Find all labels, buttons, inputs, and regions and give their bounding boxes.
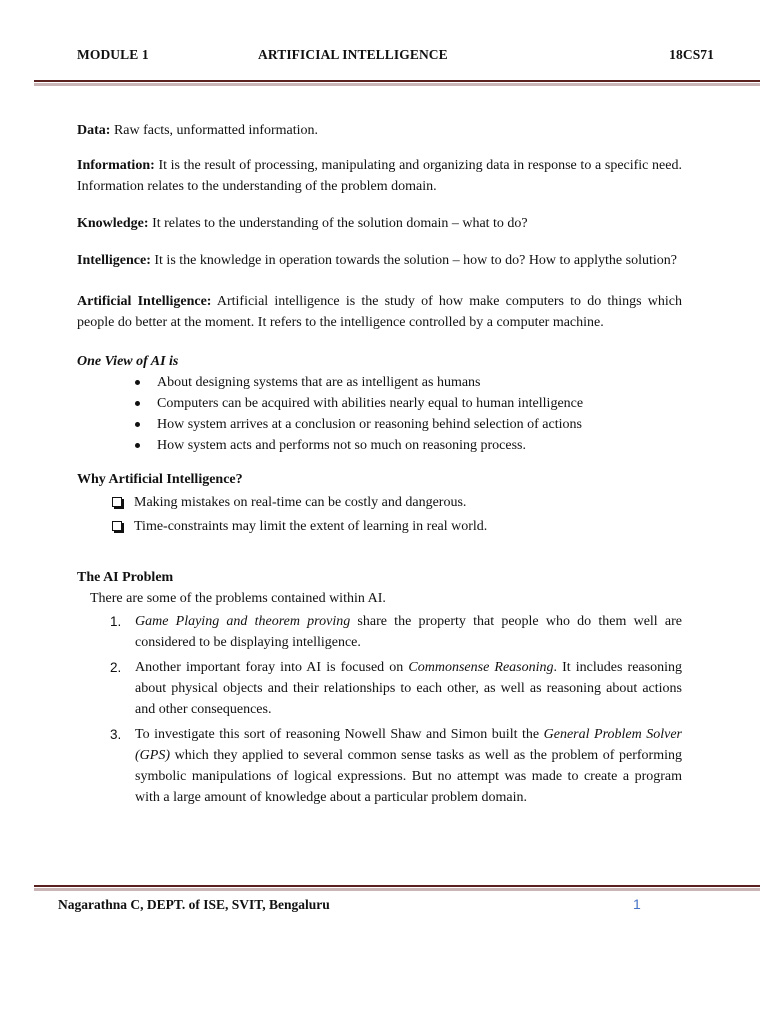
definition-text: It is the result of processing, manipulating and organizing data in response to a specific need. Information relates to the understanding of the problem domain. bbox=[77, 158, 682, 194]
page-content bbox=[77, 120, 682, 812]
ai-problem-heading: The AI Problem bbox=[77, 570, 174, 585]
one-view-list bbox=[77, 372, 682, 456]
list-number: 3. bbox=[110, 727, 122, 742]
list-item-text: which they applied to several common sense tasks as well as the problem of performing symbolic manipulations of logical expressions. But no attempt was made to create a program with a large amount of knowledge about a particular problem domain. bbox=[135, 748, 682, 805]
definition-artificial-intelligence bbox=[77, 291, 682, 333]
definition-knowledge bbox=[77, 213, 682, 234]
list-number: 1. bbox=[110, 614, 122, 629]
definition-term: Artificial Intelligence: bbox=[77, 294, 212, 309]
checkbox-bullet-icon bbox=[112, 521, 122, 531]
header-module: MODULE 1 bbox=[77, 47, 149, 62]
list-item: How system arrives at a conclusion or reasoning behind selection of actions bbox=[135, 414, 682, 435]
footer-rule bbox=[34, 885, 760, 891]
definition-term: Intelligence: bbox=[77, 253, 151, 268]
why-ai-list bbox=[77, 491, 682, 539]
definition-data bbox=[77, 120, 682, 141]
list-item bbox=[77, 724, 682, 808]
list-item-text: share the property that people who do them well are considered to be displaying intelligence. bbox=[135, 614, 682, 650]
definition-text: Raw facts, unformatted information. bbox=[110, 123, 319, 138]
definition-term: Information: bbox=[77, 158, 155, 173]
list-item: How system acts and performs not so much on reasoning process. bbox=[135, 435, 682, 456]
list-item-emphasis: Game Playing and theorem proving bbox=[135, 614, 351, 629]
why-ai-heading: Why Artificial Intelligence? bbox=[77, 472, 243, 487]
one-view-heading: One View of AI is bbox=[77, 354, 179, 369]
list-item bbox=[77, 657, 682, 720]
ai-problem-list bbox=[77, 611, 682, 808]
list-item-text: Another important foray into AI is focused on bbox=[135, 660, 409, 675]
definition-text: It is the knowledge in operation towards the solution – how to do? How to applythe solution? bbox=[150, 253, 677, 268]
definition-text: It relates to the understanding of the solution domain – what to do? bbox=[148, 216, 528, 231]
list-number: 2. bbox=[110, 660, 122, 675]
list-item bbox=[112, 491, 682, 515]
list-item-text: To investigate this sort of reasoning Nowell Shaw and Simon built the bbox=[135, 727, 544, 742]
definition-term: Knowledge: bbox=[77, 216, 149, 231]
definition-term: Data: bbox=[77, 123, 111, 138]
page-number: 1 bbox=[633, 896, 641, 912]
definition-text: Artificial intelligence is the study of how make computers to do things which people do better at the moment. It refers to the intelligence controlled by a computer machine. bbox=[77, 294, 683, 330]
definition-information bbox=[77, 155, 682, 197]
list-item-emphasis: General Problem Solver (GPS) bbox=[135, 727, 682, 763]
list-item bbox=[112, 515, 682, 539]
header-title: ARTIFICIAL INTELLIGENCE bbox=[258, 47, 448, 62]
footer-author: Nagarathna C, DEPT. of ISE, SVIT, Bengaluru bbox=[58, 897, 330, 912]
list-item-text: Time-constraints may limit the extent of learning in real world. bbox=[134, 519, 488, 534]
list-item-text: . It includes reasoning about physical objects and their relationships to each other, as well as reasoning about actions and other consequences. bbox=[135, 660, 682, 717]
list-item-text: Making mistakes on real-time can be costly and dangerous. bbox=[134, 495, 467, 510]
list-item-emphasis: Commonsense Reasoning bbox=[408, 660, 554, 675]
ai-problem-intro: There are some of the problems contained within AI. bbox=[90, 591, 386, 606]
definition-intelligence bbox=[77, 250, 682, 271]
checkbox-bullet-icon bbox=[112, 497, 122, 507]
list-item: About designing systems that are as intelligent as humans bbox=[135, 372, 682, 393]
header-course-code: 18CS71 bbox=[669, 47, 714, 62]
list-item bbox=[77, 611, 682, 653]
header-rule bbox=[34, 80, 760, 86]
list-item: Computers can be acquired with abilities nearly equal to human intelligence bbox=[135, 393, 682, 414]
